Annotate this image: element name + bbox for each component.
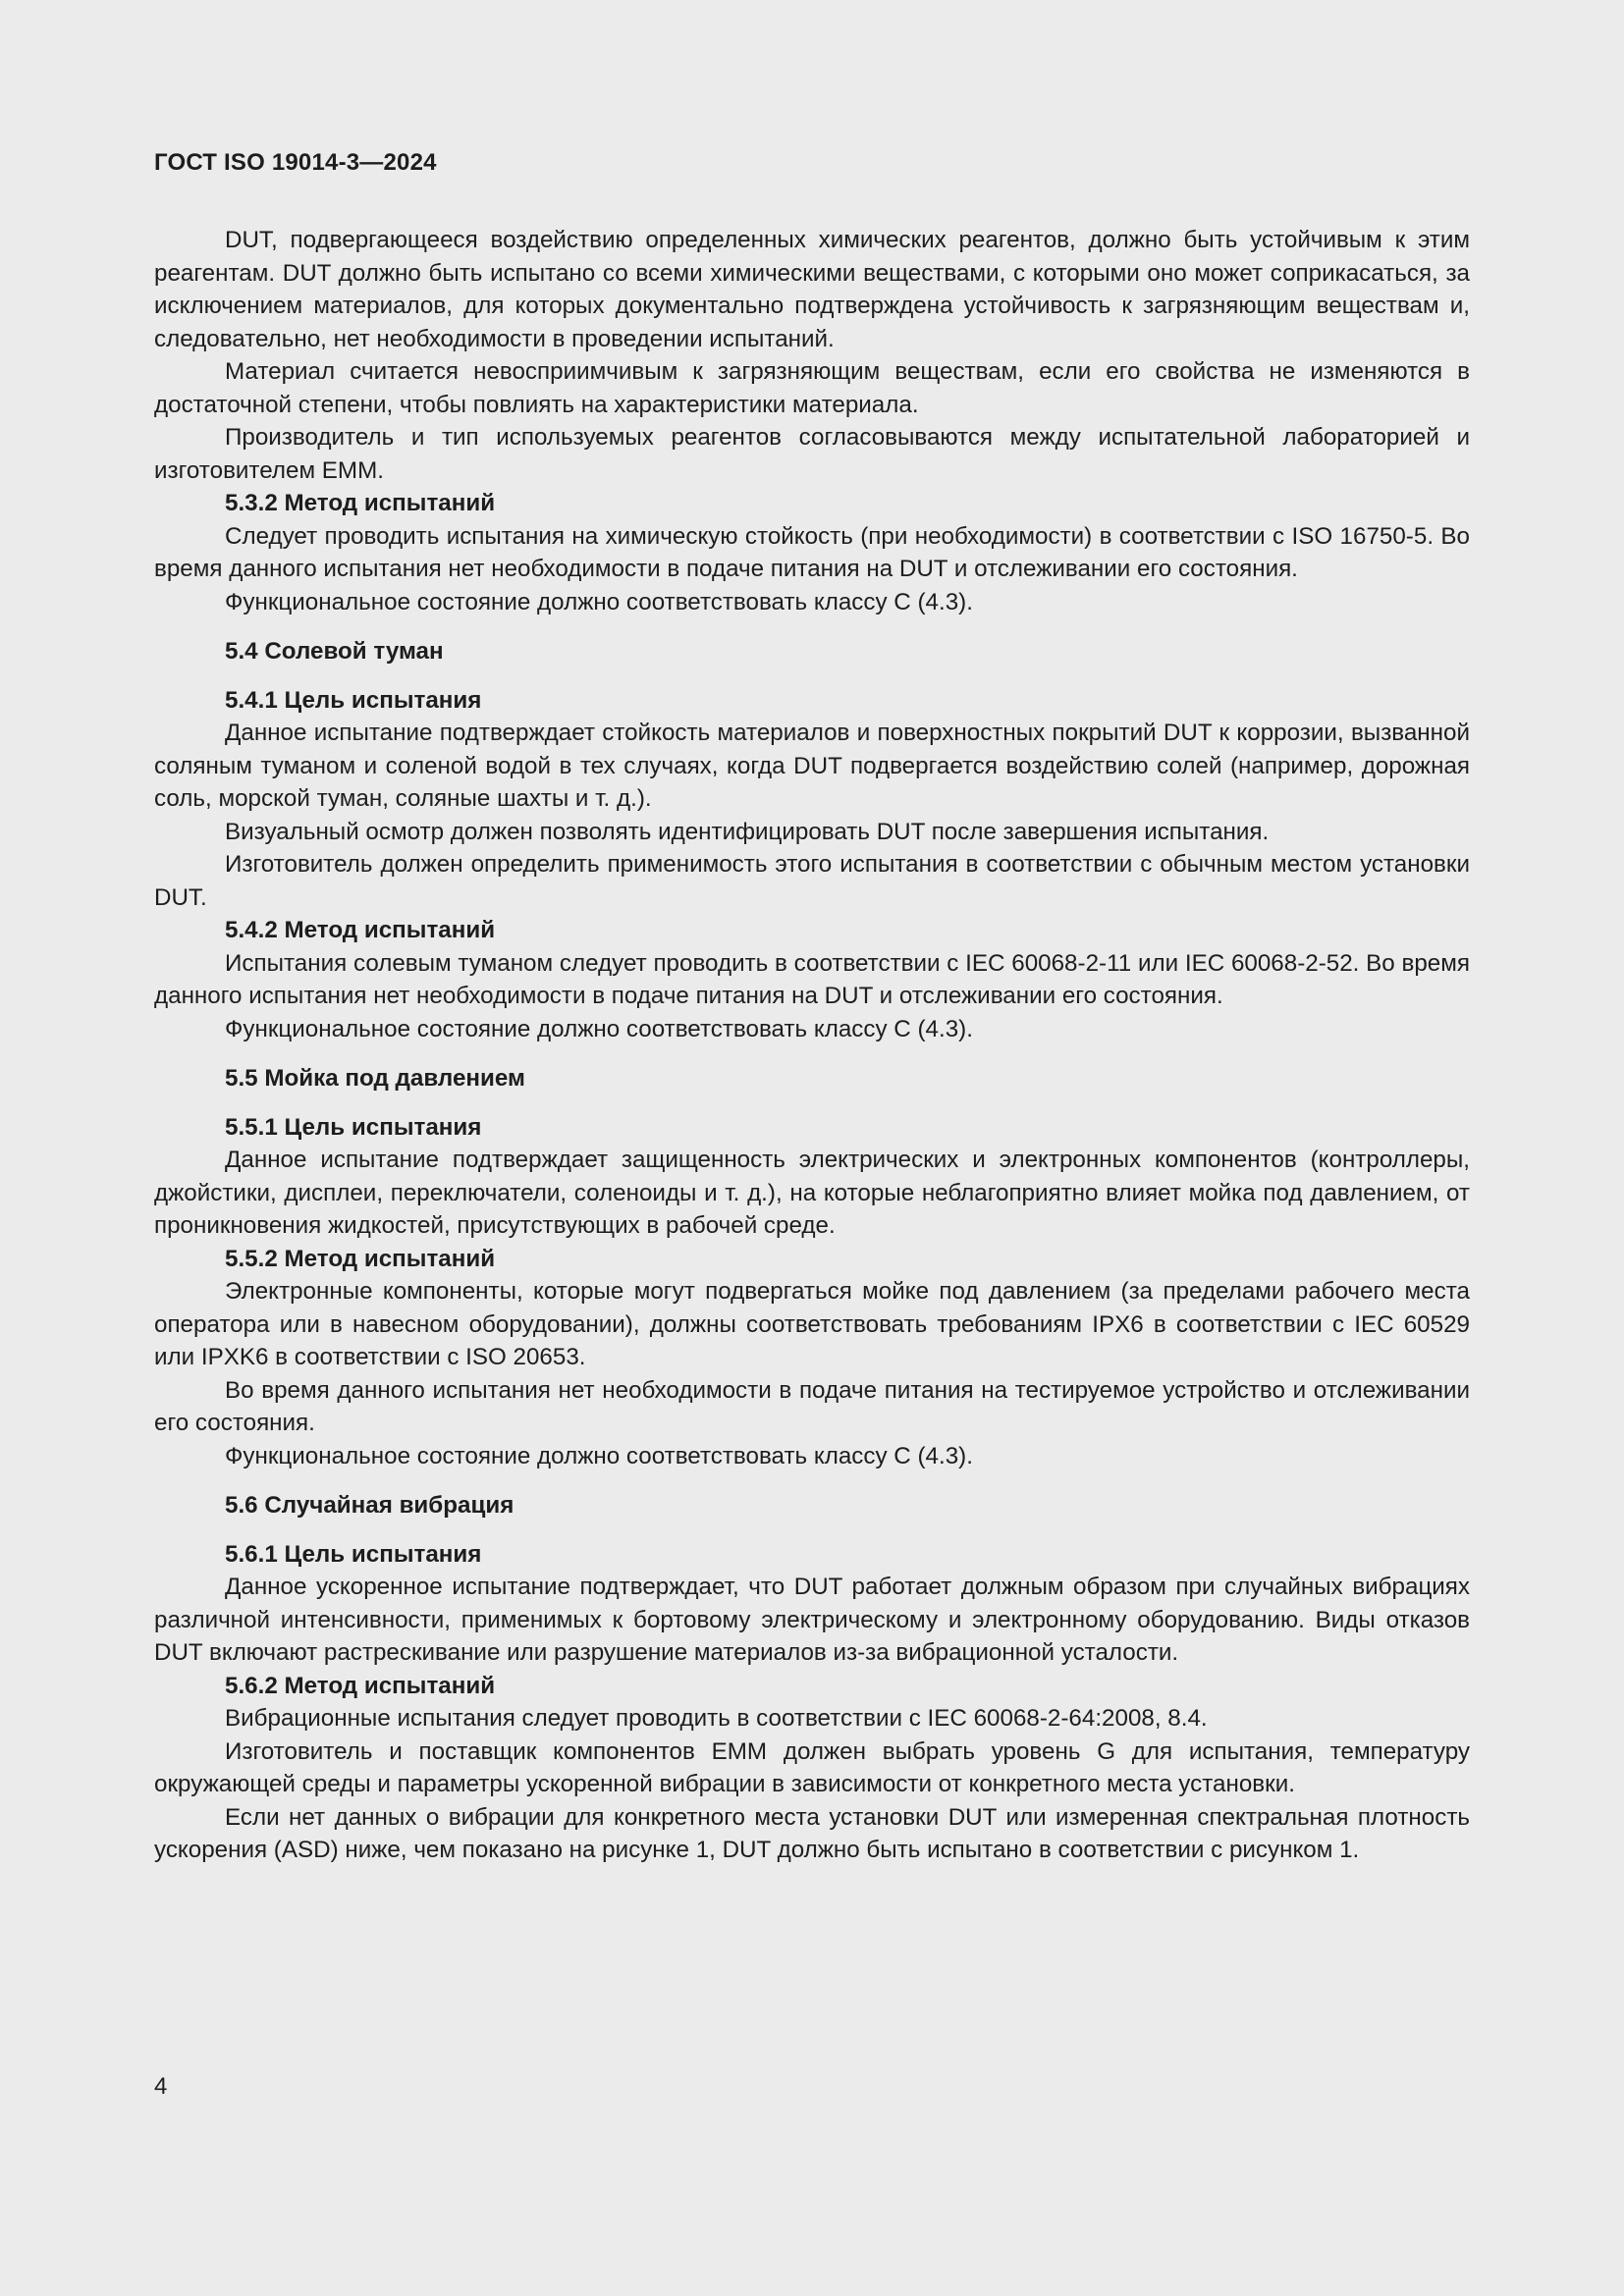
paragraph: Данное испытание подтверждает защищенность электрических и электронных компонентов (контроллеры, джойстики, дисплеи, переключатели, соленоиды и т. д.), на которые неблагоприятно влияет мойка под давлением, от проникновения жидкостей, присутствующих в рабочей среде.	[154, 1147, 1470, 1239]
subsection-heading-5-5-1: 5.5.1 Цель испытания	[225, 1113, 482, 1141]
paragraph: Вибрационные испытания следует проводить в соответствии с IEC 60068-2-64:2008, 8.4.	[225, 1705, 1208, 1732]
subsection-heading-5-4-2: 5.4.2 Метод испытаний	[225, 917, 496, 943]
paragraph: Электронные компоненты, которые могут подвергаться мойке под давлением (за пределами рабочего места оператора или в навесном оборудовании), должны соответствовать требованиям IPX6 в соответствии с IEC 60529 или IPXK6 в соответствии с ISO 20653.	[154, 1278, 1470, 1370]
paragraph: Материал считается невосприимчивым к загрязняющим веществам, если его свойства не изменяются в достаточной степени, чтобы повлиять на характеристики материала.	[154, 358, 1470, 418]
document-header: ГОСТ ISO 19014-3—2024	[154, 149, 437, 176]
paragraph: Изготовитель и поставщик компонентов ЕММ должен выбрать уровень G для испытания, температуру окружающей среды и параметры ускоренной вибрации в зависимости от конкретного места установки.	[154, 1737, 1470, 1797]
document-body	[154, 224, 1470, 1867]
paragraph: Во время данного испытания нет необходимости в подаче питания на тестируемое устройство и отслеживании его состояния.	[154, 1376, 1470, 1436]
subsection-heading-5-5-2: 5.5.2 Метод испытаний	[225, 1245, 496, 1272]
section-heading-5-5: 5.5 Мойка под давлением	[225, 1065, 525, 1092]
paragraph: Функциональное состояние должно соответствовать классу С (4.3).	[225, 588, 973, 615]
section-heading-5-6: 5.6 Случайная вибрация	[225, 1492, 514, 1519]
paragraph: Функциональное состояние должно соответствовать классу С (4.3).	[225, 1442, 973, 1469]
subsection-heading-5-3-2: 5.3.2 Метод испытаний	[225, 490, 496, 516]
paragraph: Следует проводить испытания на химическую стойкость (при необходимости) в соответствии с ISO 16750-5. Во время данного испытания нет необходимости в подаче питания на DUT и отслеживании его состояния.	[154, 522, 1470, 582]
subsection-heading-5-6-1: 5.6.1 Цель испытания	[225, 1540, 482, 1568]
paragraph: Испытания солевым туманом следует проводить в соответствии с IEC 60068-2-11 или IEC 60068-2-52. Во время данного испытания нет необходимости в подаче питания на DUT и отслеживании его состояния.	[154, 949, 1470, 1009]
page-number: 4	[154, 2073, 168, 2100]
paragraph: Изготовитель должен определить применимость этого испытания в соответствии с обычным местом установки DUT.	[154, 851, 1470, 911]
paragraph: Данное ускоренное испытание подтверждает, что DUT работает должным образом при случайных вибрациях различной интенсивности, применимых к бортовому электрическому и электронному оборудованию. Виды отказов DUT включают растрескивание или разрушение материалов из-за вибрационной усталости.	[154, 1574, 1470, 1666]
paragraph: DUT, подвергающееся воздействию определенных химических реагентов, должно быть устойчивым к этим реагентам. DUT должно быть испытано со всеми химическими веществами, с которыми оно может соприкасаться, за исключением материалов, для которых документально подтверждена устойчивость к загрязняющим веществам и, следовательно, нет необходимости в проведении испытаний.	[154, 227, 1470, 352]
paragraph: Визуальный осмотр должен позволять идентифицировать DUT после завершения испытания.	[225, 818, 1270, 845]
paragraph: Если нет данных о вибрации для конкретного места установки DUT или измеренная спектральная плотность ускорения (ASD) ниже, чем показано на рисунке 1, DUT должно быть испытано в соответствии с рисунком 1.	[154, 1803, 1470, 1863]
section-heading-5-4: 5.4 Солевой туман	[225, 638, 444, 665]
subsection-heading-5-4-1: 5.4.1 Цель испытания	[225, 686, 482, 714]
paragraph: Данное испытание подтверждает стойкость материалов и поверхностных покрытий DUT к коррозии, вызванной соляным туманом и соленой водой в тех случаях, когда DUT подвергается воздействию солей (например, дорожная соль, морской туман, соляные шахты и т. д.).	[154, 720, 1470, 812]
subsection-heading-5-6-2: 5.6.2 Метод испытаний	[225, 1672, 496, 1699]
paragraph: Функциональное состояние должно соответствовать классу С (4.3).	[225, 1015, 973, 1042]
paragraph: Производитель и тип используемых реагентов согласовываются между испытательной лабораторией и изготовителем ЕММ.	[154, 424, 1470, 484]
